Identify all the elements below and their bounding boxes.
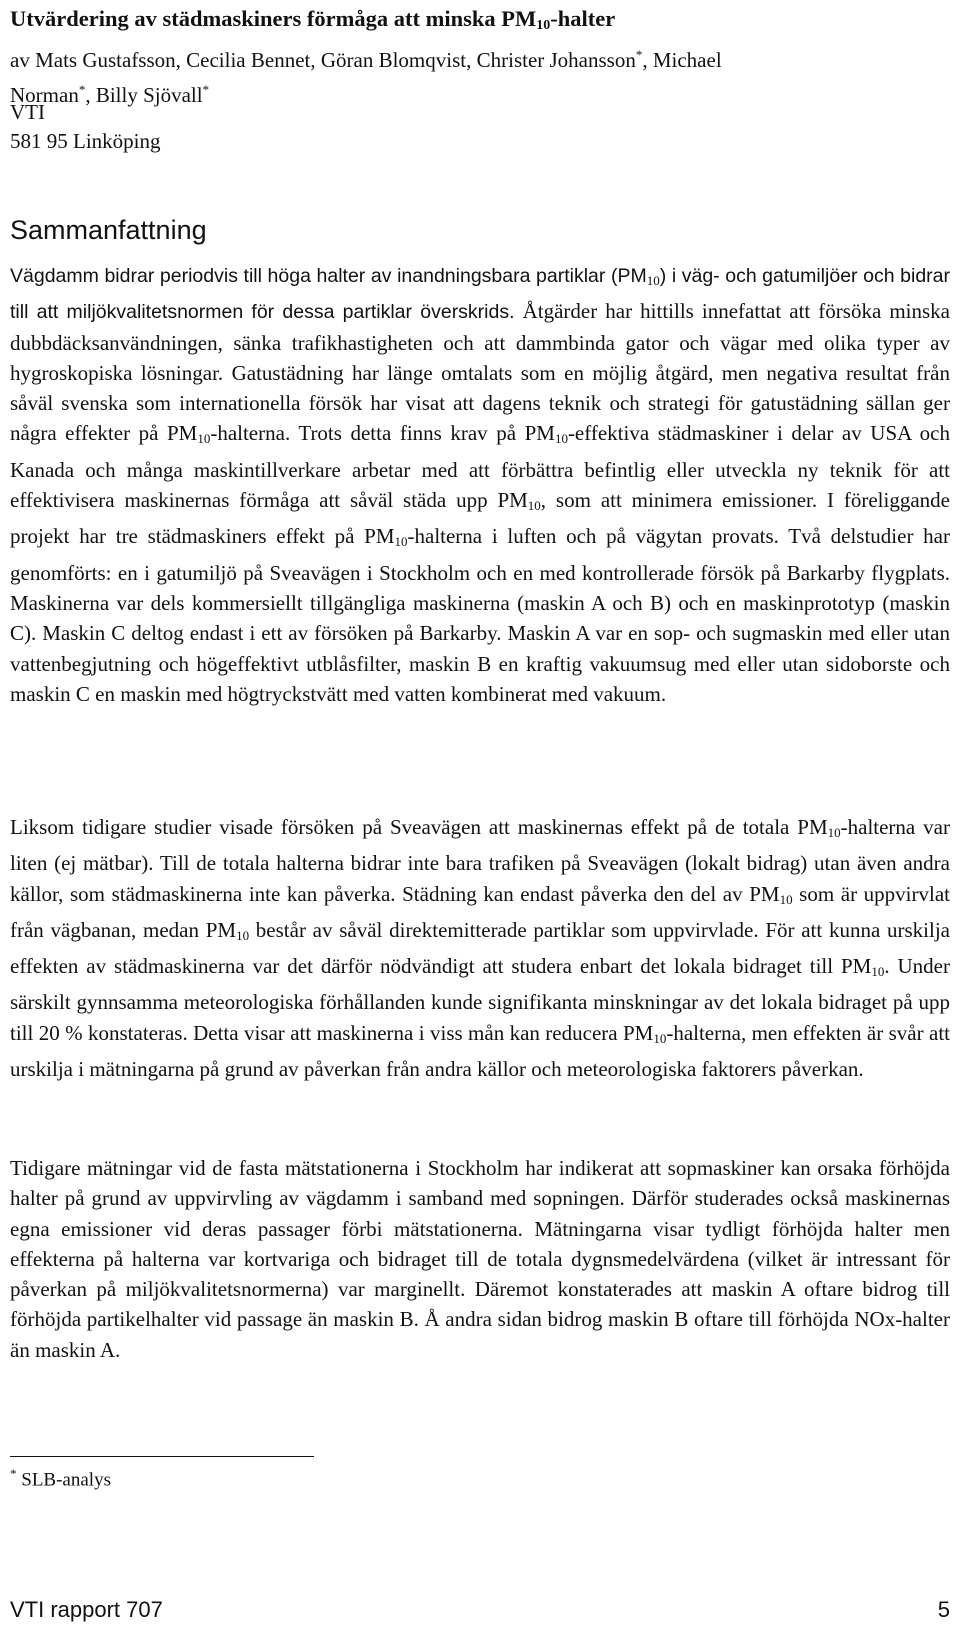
para1-lead-text: ) i väg- och: [659, 265, 757, 287]
title-suffix: -halter: [550, 6, 616, 31]
para2-text: -halterna, men effekten är svår att urskilja i mätningarna på grund av påverkan från andra källor och meteorologiska faktorers påverkan.: [10, 1020, 950, 1082]
page-number: 5: [937, 1597, 950, 1622]
subscript: 10: [871, 964, 885, 980]
paragraph-2: [10, 812, 950, 1084]
subscript: 10: [827, 825, 841, 840]
para2-text: består av såväl direktemitterade partiklar som uppvirvlade. För att kunna urskilja effekten av städmaskinerna var det därför nödvändigt att studera enbart det lokala bidraget till PM: [10, 917, 951, 979]
subscript: 10: [646, 273, 660, 288]
paragraph-3: Tidigare mätningar vid de fasta mätstationerna i Stockholm har indikerat att sopmaskiner kan orsaka förhöjda halter på grund av uppvirvling av vägdamm i samband med sopningen. Därför studerades också maskinernas egna emissioner vid deras passager förbi mätstationerna. Mätningarna visar tydligt förhöjda halter men effekterna på halterna var kortvariga och bidraget till de totala dygnsmedelvärdena (vilket är intressant för påverkan på miljökvalitetsnormerna) var marginellt. Däremot konstaterades att maskin A oftare bidrog till förhöjda partikelhalter vid passage än maskin B. Å andra sidan bidrog maskin B oftare till förhöjda NOx-halter än maskin A.: [10, 1156, 950, 1362]
footnote-divider: [10, 1456, 314, 1457]
para2-text: . Under särskilt gynnsamma meteorologiska förhållanden kunde signifikanta minskningar av det lokala bidraget på upp till 20 % konstateras. Detta visar att maskinerna i viss mån kan reducera PM: [10, 954, 950, 1045]
para1-text: Åtgärder har hittills innefattat att försöka minska dubbdäcksanvändningen, sänka trafikhastigheten och att dammbinda gator och vägar med olika typer av hygroskopiska lösningar. Gatustädning har länge omtalats som en möjlig åtgärd, men negativa resultat från såväl svenska som internationella försök har visat att dagens teknik och strategi för gatustädning sällan ger några effekter på PM: [10, 299, 951, 446]
author-mark: *: [78, 82, 86, 97]
para1-lead-text: Vägdamm bidrar periodvis till höga halter av inandningsbara partiklar (PM: [10, 265, 647, 287]
subscript: 10: [197, 431, 211, 447]
document-title: [10, 6, 615, 34]
affiliation-address: 581 95 Linköping: [10, 129, 161, 153]
title-subscript: 10: [536, 18, 551, 33]
paragraph-1: [10, 260, 950, 709]
author-mark: *: [202, 82, 210, 97]
para1-text: -effektiva städmaskiner i delar av USA och Kanada och många maskintillverkare arbetar med att förbättra befintlig eller utveckla ny teknik för att effektivisera maskinernas förmåga att såväl städa upp PM: [10, 421, 950, 513]
footnote-text: SLB-analys: [16, 1469, 111, 1491]
authors-line1-end: , Michael: [642, 48, 722, 72]
para2-text: som är uppvirvlat från vägbanan, medan PM: [10, 881, 950, 942]
subscript: 10: [653, 1030, 667, 1046]
footnote-mark: *: [10, 1466, 17, 1481]
subscript: 10: [779, 891, 793, 907]
para2-text: -halterna var liten (ej mätbar). Till de totala halterna bidrar inte bara trafiken på Sveavägen (lokalt bidrag) utan även andra källor, som städmaskinerna inte kan påverka. Städning kan endast påverka den del av PM: [10, 815, 950, 906]
footer-report-name: VTI rapport 707: [10, 1597, 163, 1622]
title-text: Utvärdering av städmaskiners förmåga att minska PM: [10, 6, 537, 31]
authors-line2-end: , Billy Sjövall: [85, 83, 203, 107]
footnote: [10, 1466, 111, 1491]
authors-line2: Norman: [10, 83, 79, 107]
author-mark: *: [635, 47, 643, 62]
para1-text: -halterna. Trots detta finns krav på PM: [210, 421, 555, 446]
author-list: [10, 40, 950, 110]
authors-line1: av Mats Gustafsson, Cecilia Bennet, Göran Blomqvist, Christer Johansson: [10, 48, 636, 72]
para1-text: -halterna i luften och på vägytan provats. Två delstudier har genomförts: en i gatumiljö på Sveavägen i Stockholm och en med kontrollerade försök på Barkarby flygplats. Maskinerna var dels kommersiellt tillgängliga maskinerna (maskin A och B) och en maskinprototyp (maskin C). Maskin C deltog endast i ett av försöken på Barkarby. Maskin A var en sop- och sugmaskin med eller utan vattenbegjutning och högeffektivt utblåsfilter, maskin B en kraftig vakuumsug med eller utan sidoborste och maskin C en maskin med högtryckstvätt med vatten kombinerat med vakuum.: [10, 524, 950, 706]
para1-lead-text: gatumiljöer och bidrar till att miljökvalitetsnormen för dessa partiklar överskrids.: [10, 265, 951, 324]
para1-text: , som att minimera emissioner. I föreliggande projekt har tre städmaskiners effekt på PM: [10, 488, 950, 549]
subscript: 10: [527, 498, 541, 514]
affiliation-org: VTI: [10, 100, 45, 124]
para2-text: Liksom tidigare studier visade försöken på Sveavägen att maskinernas effekt på de totala PM: [10, 815, 828, 839]
subscript: 10: [554, 431, 568, 447]
section-heading: Sammanfattning: [10, 215, 207, 245]
subscript: 10: [236, 927, 250, 943]
subscript: 10: [394, 534, 408, 550]
